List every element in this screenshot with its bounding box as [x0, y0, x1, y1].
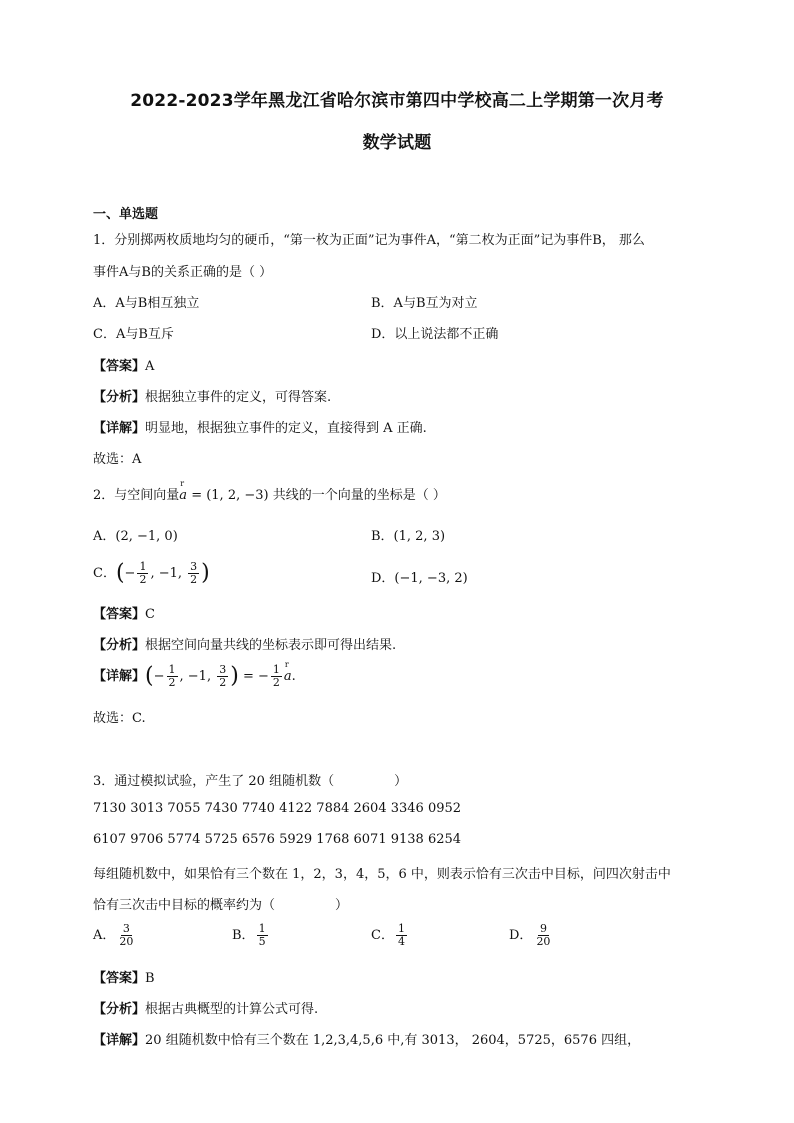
- q2-stem-post: 共线的一个向量的坐标是（ ）: [272, 488, 446, 503]
- q3-option-c: C． $\frac{1}{4}$: [371, 922, 405, 948]
- q1-stem-line1: 1．分别掷两枚质地均匀的硬币，“第一枚为正面”记为事件A，“第二枚为正面”记为事件B， 那么: [93, 233, 645, 248]
- q3-stem-close: ）: [394, 774, 408, 789]
- q2-analysis: [93, 634, 396, 653]
- vector-a: [179, 479, 188, 503]
- page-subtitle: 数学试题: [362, 133, 432, 153]
- detail-tag: 【详解】: [93, 421, 146, 436]
- analysis-text: 根据独立事件的定义，可得答案.: [145, 390, 332, 405]
- q1-option-a: A．A与B相互独立: [93, 296, 200, 311]
- q2-stem: [93, 479, 446, 503]
- answer-value: A: [145, 359, 155, 374]
- q1-answer: [93, 355, 154, 374]
- q3-stem: [93, 770, 407, 789]
- fraction: $\frac{1}{2}$: [168, 663, 176, 689]
- answer-value: C: [145, 607, 155, 622]
- q1-choice: 故选：A: [93, 452, 142, 467]
- q3-random-numbers-2: 6107 9706 5774 5725 6576 5929 1768 6071 9138 6254: [93, 832, 462, 847]
- detail-text: 20 组随机数中恰有三个数在 1,2,3,4,5,6 中,有 3013， 2604，5725，6576 四组，: [145, 1033, 641, 1048]
- detail-tag: 【详解】: [93, 669, 146, 684]
- q1-stem-line2: 事件A与B的关系正确的是（ ）: [93, 265, 273, 280]
- q2-option-d: D．(−1, −3, 2): [371, 571, 468, 586]
- detail-tag: 【详解】: [93, 1033, 146, 1048]
- q2-detail-mid: , −1,: [179, 669, 216, 684]
- answer-tag: 【答案】: [93, 359, 146, 374]
- vector-a: r a: [283, 660, 292, 684]
- q2-stem-eq: = (1, 2, −3): [191, 488, 269, 503]
- q1-option-c: C．A与B互斥: [93, 327, 174, 342]
- q3-option-d: D． $\frac{9}{20}$: [509, 922, 551, 948]
- q2-option-c: C．(− $\frac{1}{2}$ , −1, $\frac{3}{2}$ ): [93, 560, 210, 586]
- analysis-text: 根据空间向量共线的坐标表示即可得出结果.: [145, 638, 397, 653]
- analysis-tag: 【分析】: [93, 390, 146, 405]
- fraction: $\frac{3}{2}$: [219, 663, 227, 689]
- q3-description-2: 恰有三次击中目标的概率约为（ ）: [93, 898, 349, 913]
- analysis-text: 根据古典概型的计算公式可得.: [145, 1002, 319, 1017]
- q3-analysis: [93, 998, 318, 1017]
- q1-detail: [93, 417, 427, 436]
- detail-text: 明显地，根据独立事件的定义，直接得到 A 正确.: [145, 421, 427, 436]
- page-title: 2022-2023学年黑龙江省哈尔滨市第四中学校高二上学期第一次月考: [130, 91, 664, 111]
- q3-answer: [93, 967, 155, 986]
- q3-detail: [93, 1029, 640, 1048]
- q1-analysis: [93, 386, 331, 405]
- option-label: C．: [93, 566, 116, 581]
- q3-stem-text: 3．通过模拟试验，产生了 20 组随机数（: [93, 774, 335, 789]
- q2-answer: [93, 603, 155, 622]
- q2-option-c-mid: , −1,: [150, 566, 187, 581]
- q2-option-a: A．(2, −1, 0): [93, 529, 178, 544]
- q3-option-b: B． $\frac{1}{5}$: [232, 922, 266, 948]
- q2-option-b: B．(1, 2, 3): [371, 529, 446, 544]
- answer-tag: 【答案】: [93, 971, 146, 986]
- q2-stem-pre: 2．与空间向量: [93, 488, 180, 503]
- q2-detail: 【详解】(− $\frac{1}{2}$ , −1, $\frac{3}{2}$ ) = − $\frac{1}{2}$ r a.: [93, 660, 296, 689]
- section-heading: 一、单选题: [93, 207, 159, 222]
- analysis-tag: 【分析】: [93, 638, 146, 653]
- q3-option-a: A． $\frac{3}{20}$: [93, 922, 134, 948]
- fraction: $\frac{1}{2}$: [272, 663, 280, 689]
- vector-letter: a: [179, 488, 188, 503]
- answer-tag: 【答案】: [93, 607, 146, 622]
- fraction: $\frac{1}{2}$: [139, 560, 147, 586]
- q3-description-1: 每组随机数中，如果恰有三个数在 1，2，3，4，5，6 中，则表示恰有三次击中目标，问四次射击中: [93, 867, 671, 882]
- fraction: $\frac{3}{2}$: [190, 560, 198, 586]
- vector-arrow: r: [180, 479, 185, 488]
- analysis-tag: 【分析】: [93, 1002, 146, 1017]
- q3-random-numbers-1: 7130 3013 7055 7430 7740 4122 7884 2604 3346 0952: [93, 801, 462, 816]
- q1-option-d: D．以上说法都不正确: [371, 327, 499, 342]
- q2-choice: 故选：C.: [93, 711, 146, 726]
- q2-detail-eq: = −: [242, 669, 269, 684]
- answer-value: B: [145, 971, 155, 986]
- q1-option-b: B．A与B互为对立: [371, 296, 478, 311]
